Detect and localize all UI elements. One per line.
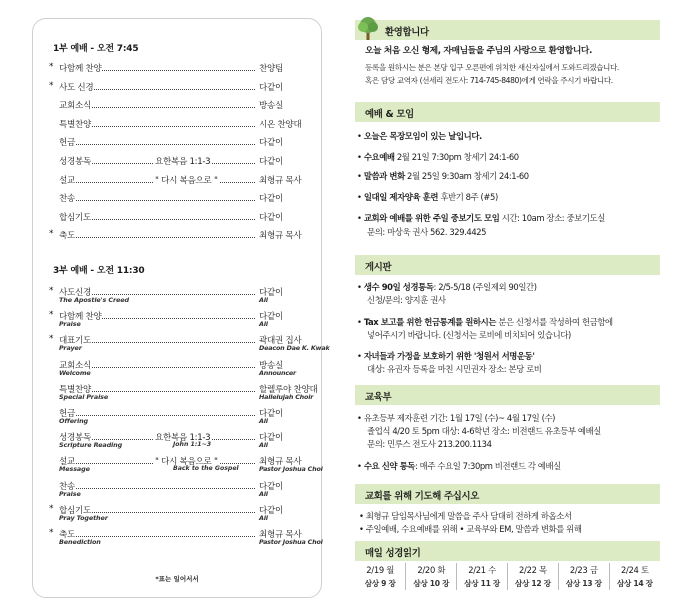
program-scripture: 요한복음 1:1-3	[155, 433, 211, 444]
program-leader-english: All	[259, 296, 268, 304]
service1-title: 1부 예배 - 오전 7:45	[53, 44, 139, 54]
reading-day: 2/19 월	[366, 565, 395, 575]
program-leader-english: Pastor Joshua Choi	[259, 537, 323, 546]
program-row	[49, 59, 311, 78]
program-row	[49, 226, 311, 245]
program-leader-english: All	[259, 489, 268, 498]
reading-chapter: 삼상 13 장	[558, 577, 609, 590]
program-leader: 할렐루야 찬양대	[259, 384, 318, 395]
worship-item-4-text: 후반기 8주 (#5)	[438, 192, 498, 202]
program-name: 설교	[59, 175, 76, 186]
education-item-2-text: : 매주 수요일 7:30pm 비전랜드 각 예배실	[415, 461, 561, 471]
program-name: 대표기도	[59, 336, 92, 347]
education-title: 교육부	[365, 392, 392, 403]
program-name: 교회소식	[59, 360, 92, 371]
program-leader: 다같이	[259, 312, 284, 323]
leader-dots	[59, 536, 255, 537]
program-name: 축도	[59, 231, 76, 242]
board-item-1-line2: 신청/문의: 양지훈 권사	[367, 295, 446, 305]
board-item-2-bold: Tax 보고를 위한 헌금통계를 원하시는	[363, 317, 497, 327]
reading-day: 2/21 수	[457, 563, 508, 577]
program-scripture: " 다시 복음으로 "	[155, 175, 218, 186]
program-leader: 다같이	[259, 481, 284, 492]
program-row	[49, 78, 311, 97]
worship-header	[355, 102, 660, 122]
service3-title: 3부 예배 - 오전 11:30	[53, 266, 145, 276]
program-star: *	[49, 62, 54, 72]
reading-day: 2/24 토	[609, 563, 660, 577]
program-name-english: Praise	[59, 489, 81, 498]
education-item-2-bold: 수요 신약 통독	[363, 461, 415, 471]
worship-item-5-line2: 문의: 마상욱 권사 562. 329.4425	[367, 227, 487, 237]
reading-day: 2/20 화	[406, 563, 457, 577]
education-item-1-line3: 문의: 민루스 전도사 213.200.1134	[367, 439, 492, 449]
program-row	[49, 452, 323, 476]
program-leader: 최형규 목사	[259, 231, 302, 242]
worship-title: 예배 & 모임	[365, 109, 414, 120]
program-row	[49, 380, 318, 404]
program-name: 헌금	[59, 138, 76, 149]
program-star: *	[49, 310, 54, 321]
program-row	[49, 307, 311, 331]
program-leader: 방송실	[259, 101, 284, 112]
board-item: • 생수 90일 성경통독: 2/5-5/18 (주일제외 90일간)	[357, 282, 537, 292]
welcome-line-2: 등록을 원하시는 분은 본당 입구 오른편에 위치한 새신자실에서 도와드리겠습니다.	[365, 63, 619, 72]
education-header	[355, 385, 660, 405]
program-leader: 다같이	[259, 82, 284, 93]
program-leader: 다같이	[259, 212, 284, 223]
worship-item: • 오늘은 목장모임이 있는 날입니다.	[357, 131, 482, 141]
program-leader: 다같이	[259, 156, 284, 167]
program-row	[49, 133, 311, 152]
program-row	[49, 477, 311, 501]
program-row	[49, 356, 311, 380]
program-row	[49, 152, 311, 171]
program-leader-english: All	[259, 416, 268, 425]
leader-dots	[59, 200, 255, 201]
program-name: 성경봉독	[59, 433, 92, 444]
welcome-line-3: 혹은 담당 교역자 (선세리 전도사: 714-745-8480)에게 연락을 주시기 바랍니다.	[365, 76, 613, 85]
education-item-1-line2: 졸업식 4/20 토 5pm 대상: 4-6학년 장소: 비전랜드 유초등부 예배실	[367, 426, 601, 436]
board-item-2-line2: 넣어주시기 바랍니다. (신청서는 로비에 비치되어 있습니다)	[367, 330, 571, 340]
reading-table	[355, 563, 660, 590]
reading-title: 매일 성경읽기	[365, 548, 421, 559]
program-name: 성경봉독	[59, 156, 92, 167]
program-star: *	[49, 527, 54, 538]
program-leader: 시온 찬양대	[259, 119, 302, 130]
program-leader: 다같이	[259, 433, 284, 444]
worship-item-1-bold: 오늘은 목장모임이 있는 날입니다.	[363, 131, 482, 141]
board-item-3-bold: 자녀들과 가정을 보호하기 위한 '청원서 서명운동'	[363, 351, 535, 361]
program-row	[49, 283, 311, 307]
reading-chapter: 삼상 9 장	[364, 579, 396, 588]
program-name: 사도 신경	[59, 82, 94, 93]
program-star: *	[49, 229, 54, 240]
service3-list	[49, 283, 330, 549]
program-name: 헌금	[59, 408, 76, 419]
program-leader: 방송실	[259, 360, 284, 371]
worship-item: • 일대일 제자양육 훈련 후반기 8주 (#5)	[357, 192, 498, 202]
program-name: 다함께 찬양	[59, 312, 102, 323]
program-row	[49, 428, 311, 452]
worship-item: • 수요예배 2월 21일 7:30pm 창세기 24:1-60	[357, 152, 519, 162]
board-item-1-text: : 2/5-5/18 (주일제외 90일간)	[433, 282, 537, 292]
program-star: *	[49, 80, 54, 91]
prayer-title: 교회를 위해 기도해 주십시오	[365, 491, 479, 502]
program-leader: 곽대권 집사	[259, 336, 302, 347]
program-scripture-english: John 1:1~3	[173, 441, 212, 449]
program-name: 사도신경	[59, 288, 92, 298]
program-name-english: Praise	[59, 320, 81, 329]
education-item: • 수요 신약 통독: 매주 수요일 7:30pm 비전랜드 각 예배실	[357, 461, 561, 471]
board-item: • Tax 보고를 위한 헌금통계를 원하시는 분은 신청서를 작성하여 헌금함에	[357, 317, 613, 327]
welcome-header	[355, 20, 660, 40]
reading-day: 2/23 금	[558, 563, 609, 577]
standing-footnote: *표는 일어서서	[155, 575, 199, 583]
prayer-line-2: • 주일예배, 수요예배를 위해 • 교육부와 EM, 말씀과 변화를 위해	[359, 524, 582, 534]
program-name: 특별찬양	[59, 384, 92, 395]
reading-chapter: 삼상 11 장	[457, 577, 508, 590]
program-row	[49, 171, 311, 190]
program-leader: 최형규 목사	[259, 529, 302, 540]
program-name: 찬송	[59, 194, 76, 205]
worship-item: • 교회와 예배를 위한 주일 중보기도 모임 시간: 10am 장소: 중보기도실	[357, 213, 605, 223]
program-name-english: Message	[59, 465, 90, 474]
program-leader-english: All	[259, 513, 268, 522]
leader-dots	[59, 144, 255, 145]
program-star: *	[49, 286, 54, 296]
tree-icon	[355, 16, 381, 42]
program-row	[49, 525, 323, 549]
worship-item-5-bold: 교회와 예배를 위한 주일 중보기도 모임	[363, 213, 500, 223]
program-leader: 다같이	[259, 194, 284, 205]
program-leader-english: Pastor Joshua Choi	[259, 465, 323, 474]
program-row	[49, 404, 311, 428]
program-leader: 찬양팀	[259, 64, 284, 74]
program-leader: 다같이	[259, 408, 284, 419]
program-name-english: Special Praise	[59, 392, 109, 401]
program-row	[49, 96, 311, 115]
worship-item-2-bold: 수요예배	[363, 152, 395, 162]
program-row	[49, 331, 330, 355]
board-item-2-text: 분은 신청서를 작성하여 헌금함에	[496, 317, 613, 327]
program-leader-english: All	[259, 320, 268, 329]
education-item-1-text: 유초등부 제자훈련 기간: 1월 17일 (수)~ 4월 17일 (수)	[363, 413, 556, 423]
program-name-english: Pray Together	[59, 513, 108, 522]
reading-chapter: 삼상 12 장	[507, 577, 558, 590]
board-title: 게시판	[365, 262, 392, 273]
worship-item-3-text: 2월 25일 9:30am 창세기 24:1-60	[404, 171, 529, 181]
worship-item: • 말씀과 변화 2월 25일 9:30am 창세기 24:1-60	[357, 171, 529, 181]
reading-chapter: 삼상 14 장	[609, 577, 660, 590]
worship-order-panel	[32, 18, 330, 598]
program-name-english: Welcome	[59, 368, 91, 377]
reading-header	[355, 541, 660, 561]
program-row	[49, 115, 311, 134]
program-row	[49, 189, 311, 208]
program-name: 합심기도	[59, 212, 92, 223]
board-item-3-line2: 대상: 유권자 등록을 마친 시민권자 장소: 본당 로비	[367, 364, 542, 374]
program-row	[49, 208, 311, 227]
program-name: 찬송	[59, 481, 76, 492]
program-leader: 최형규 목사	[259, 175, 302, 186]
leader-dots	[59, 488, 255, 489]
program-name: 축도	[59, 529, 76, 540]
reading-chapter: 삼상 10 장	[406, 577, 457, 590]
board-header	[355, 255, 660, 275]
program-star: *	[49, 503, 54, 514]
program-leader: 다같이	[259, 288, 284, 298]
program-star: *	[49, 334, 54, 345]
prayer-line-1: • 최형규 담임목사님에게 말씀을 주사 담대히 전하게 하옵소서	[359, 511, 572, 521]
welcome-line-1: 오늘 처음 오신 형제, 자매님들을 주님의 사랑으로 환영합니다.	[365, 46, 592, 56]
program-leader-english: All	[259, 441, 268, 450]
program-name-english: Prayer	[59, 344, 82, 353]
program-leader: 다같이	[259, 138, 284, 149]
reading-day: 2/22 목	[507, 563, 558, 577]
program-scripture: 요한복음 1:1-3	[155, 156, 211, 167]
program-name: 설교	[59, 457, 76, 468]
worship-item-4-bold: 일대일 제자양육 훈련	[363, 192, 439, 202]
program-name: 특별찬양	[59, 119, 92, 130]
service1-list	[49, 59, 311, 245]
prayer-header	[355, 484, 660, 504]
program-leader: 다같이	[259, 505, 284, 516]
program-scripture: " 다시 복음으로 "	[155, 457, 218, 468]
worship-item-2-text: 2월 21일 7:30pm 창세기 24:1-60	[394, 152, 519, 162]
leader-dots	[59, 237, 255, 238]
education-item: • 유초등부 제자훈련 기간: 1월 17일 (수)~ 4월 17일 (수)	[357, 413, 556, 423]
program-name-english: Benediction	[59, 537, 101, 546]
program-scripture-english: Back to the Gospel	[173, 465, 239, 473]
program-name: 다함께 찬양	[59, 64, 102, 74]
program-name-english: Offering	[59, 416, 88, 425]
board-item: • 자녀들과 가정을 보호하기 위한 '청원서 서명운동'	[357, 351, 535, 361]
worship-item-5-text: 시간: 10am 장소: 중보기도실	[499, 213, 605, 223]
program-leader-english: Hallelujah Choir	[259, 392, 314, 401]
program-name-english: The Apostle's Creed	[59, 296, 129, 304]
program-leader: 최형규 목사	[259, 457, 302, 468]
program-name: 합심기도	[59, 505, 92, 516]
program-leader-english: Announcer	[259, 368, 297, 377]
program-name-english: Scripture Reading	[59, 441, 123, 450]
program-name: 교회소식	[59, 101, 92, 112]
welcome-title: 환영합니다	[385, 27, 429, 38]
program-leader-english: Deacon Dae K. Kwak	[259, 344, 330, 353]
leader-dots	[59, 415, 255, 416]
board-item-1-bold: 생수 90일 성경통독	[363, 282, 434, 292]
worship-item-3-bold: 말씀과 변화	[363, 171, 405, 181]
program-row	[49, 501, 311, 525]
